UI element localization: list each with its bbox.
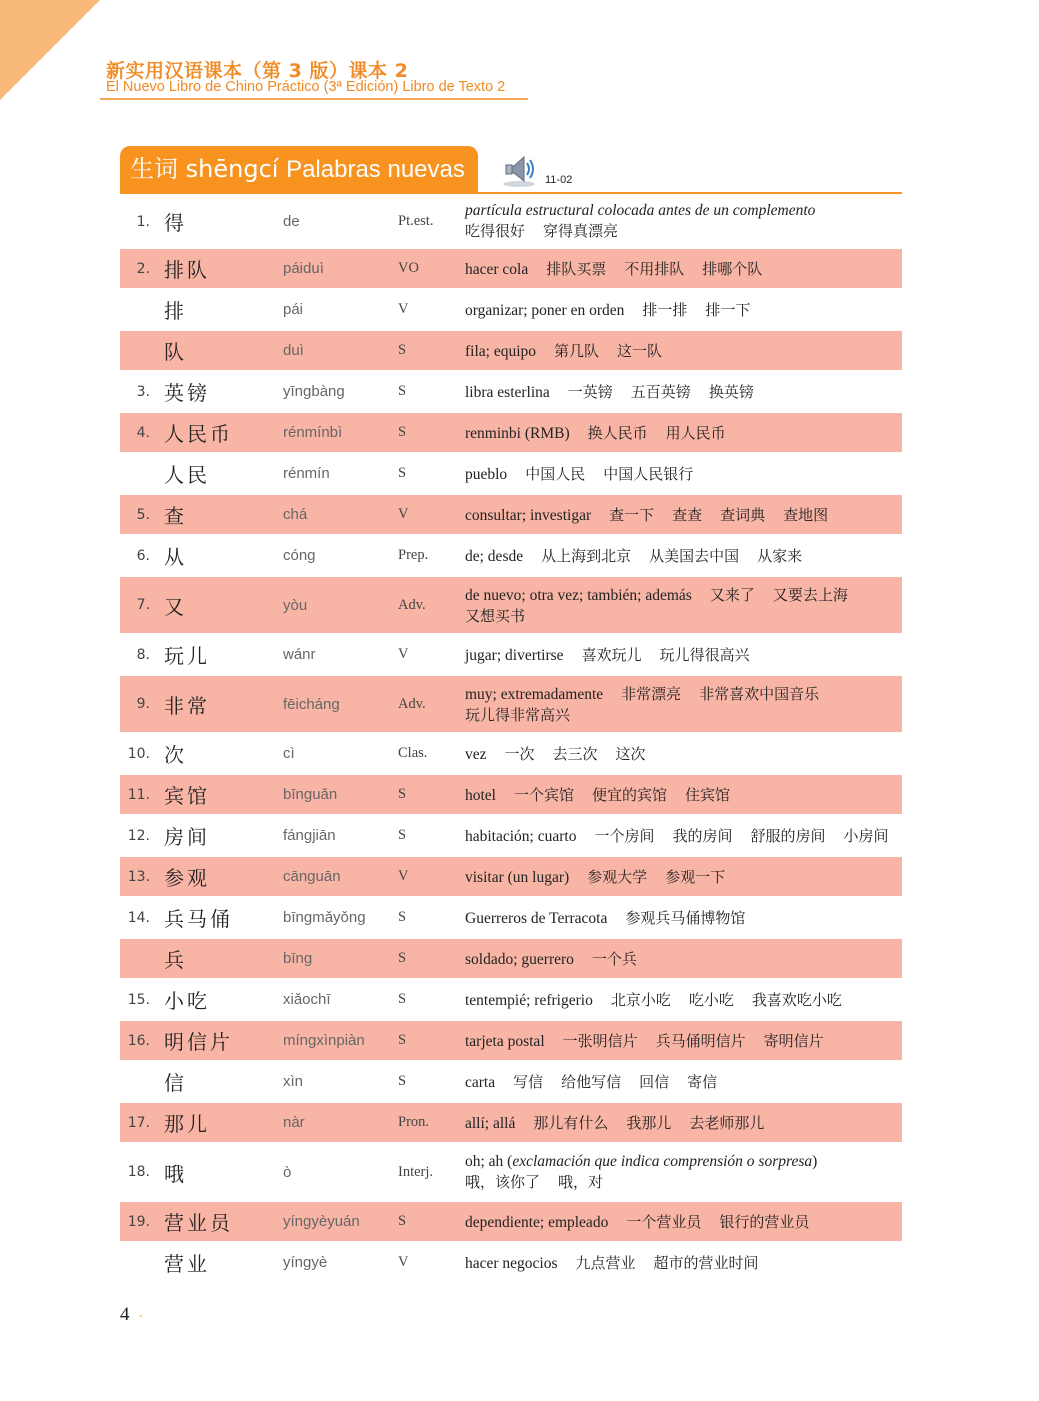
example-phrase: 查地图 bbox=[783, 506, 829, 524]
entry-hanzi: 次 bbox=[164, 743, 187, 767]
example-phrase: 北京小吃 bbox=[610, 991, 671, 1009]
entry-hanzi: 非常 bbox=[164, 693, 210, 718]
definition-spanish: libra esterlina bbox=[465, 384, 550, 401]
example-phrase: 五百英镑 bbox=[630, 383, 691, 401]
entry-hanzi: 从 bbox=[164, 545, 187, 569]
entry-part-of-speech: Interj. bbox=[398, 1163, 434, 1180]
definition-spanish: carta bbox=[465, 1074, 496, 1091]
example-phrase: 一张明信片 bbox=[562, 1032, 638, 1050]
vocab-row bbox=[120, 495, 902, 536]
vocab-row bbox=[120, 1062, 902, 1103]
vocab-row bbox=[120, 290, 902, 331]
definition-spanish: renminbi (RMB) bbox=[465, 425, 570, 442]
entry-number: 17. bbox=[127, 1114, 150, 1131]
vocab-row bbox=[120, 249, 902, 290]
entry-part-of-speech: S bbox=[398, 1032, 407, 1048]
entry-definition bbox=[465, 249, 898, 288]
entry-hanzi: 参观 bbox=[164, 866, 210, 890]
entry-hanzi: 营业 bbox=[164, 1252, 210, 1276]
example-phrase: 哦，该你了 bbox=[465, 1172, 541, 1191]
entry-hanzi: 排队 bbox=[164, 258, 210, 282]
vocab-row bbox=[120, 635, 902, 676]
example-phrase: 查查 bbox=[672, 506, 703, 524]
vocab-row bbox=[120, 331, 902, 372]
entry-part-of-speech: Pron. bbox=[398, 1114, 430, 1130]
entry-part-of-speech: Prep. bbox=[398, 547, 429, 563]
entry-pinyin: páiduì bbox=[283, 260, 324, 277]
entry-number: 7. bbox=[136, 597, 150, 613]
entry-hanzi: 哦 bbox=[164, 1161, 187, 1186]
entry-hanzi: 信 bbox=[164, 1071, 187, 1095]
entry-hanzi: 兵 bbox=[164, 948, 187, 972]
definition-spanish: hotel bbox=[465, 787, 496, 804]
book-title-spanish: El Nuevo Libro de Chino Práctico (3ª Edición) Libro de Texto 2 bbox=[106, 79, 506, 95]
entry-part-of-speech: V bbox=[398, 301, 409, 317]
vocab-row bbox=[120, 734, 902, 775]
definition-spanish: allí; allá bbox=[465, 1115, 516, 1132]
entry-hanzi: 那儿 bbox=[164, 1112, 210, 1136]
entry-pinyin: xìn bbox=[283, 1073, 304, 1090]
example-phrase: 超市的营业时间 bbox=[653, 1254, 759, 1272]
track-number: 11-02 bbox=[545, 174, 573, 186]
entry-part-of-speech: Clas. bbox=[398, 745, 428, 761]
entry-definition bbox=[465, 577, 898, 633]
entry-pinyin: yīngbàng bbox=[283, 383, 345, 400]
definition-spanish: muy; extremadamente bbox=[465, 686, 604, 703]
entry-definition bbox=[465, 734, 898, 773]
entry-definition bbox=[465, 635, 898, 674]
entry-part-of-speech: V bbox=[398, 646, 409, 662]
example-phrase: 便宜的宾馆 bbox=[592, 786, 668, 804]
entry-part-of-speech: S bbox=[398, 1213, 407, 1229]
entry-hanzi: 又 bbox=[164, 594, 187, 619]
example-phrase: 排哪个队 bbox=[702, 260, 763, 278]
entry-definition bbox=[465, 1243, 898, 1282]
section-title-zh: 生词 bbox=[130, 155, 178, 183]
entry-part-of-speech: S bbox=[398, 342, 407, 358]
vocab-row bbox=[120, 1243, 902, 1284]
entry-definition bbox=[465, 495, 898, 534]
entry-definition bbox=[465, 1021, 898, 1060]
definition-spanish: visitar (un lugar) bbox=[465, 869, 570, 886]
entry-hanzi: 查 bbox=[164, 504, 187, 528]
entry-definition bbox=[465, 331, 898, 370]
definition-spanish: tentempié; refrigerio bbox=[465, 992, 593, 1009]
entry-pinyin: xiǎochī bbox=[283, 991, 331, 1008]
entry-definition bbox=[465, 939, 898, 978]
entry-number: 14. bbox=[127, 909, 150, 926]
entry-definition bbox=[465, 1103, 898, 1142]
definition-spanish: tarjeta postal bbox=[465, 1033, 545, 1050]
section-title bbox=[120, 146, 478, 192]
header-rule bbox=[100, 98, 528, 100]
entry-hanzi: 小吃 bbox=[164, 989, 210, 1013]
example-phrase: 从上海到北京 bbox=[541, 547, 632, 565]
example-phrase: 一英镑 bbox=[567, 383, 613, 401]
example-phrase: 中国人民 bbox=[525, 465, 586, 483]
vocab-row bbox=[120, 1144, 902, 1202]
entry-part-of-speech: S bbox=[398, 991, 407, 1007]
entry-pinyin: yòu bbox=[283, 596, 308, 614]
example-phrase: 喜欢玩儿 bbox=[581, 646, 642, 664]
section-title-es: Palabras nuevas bbox=[286, 156, 465, 183]
section-rule bbox=[120, 192, 902, 194]
example-phrase: 我喜欢吃小吃 bbox=[751, 991, 842, 1009]
definition-spanish-close: ) bbox=[812, 1152, 818, 1170]
example-phrase: 查词典 bbox=[720, 506, 766, 524]
entry-hanzi: 得 bbox=[164, 211, 187, 235]
example-phrase: 这次 bbox=[615, 745, 646, 763]
entry-number: 18. bbox=[127, 1164, 150, 1180]
example-phrase: 玩儿得很高兴 bbox=[659, 646, 750, 664]
entry-part-of-speech: V bbox=[398, 506, 409, 522]
example-phrase: 兵马俑明信片 bbox=[655, 1032, 746, 1050]
example-phrase: 一个营业员 bbox=[626, 1213, 702, 1231]
entry-number: 10. bbox=[127, 745, 150, 762]
entry-definition bbox=[465, 536, 898, 575]
example-phrase: 参观大学 bbox=[587, 868, 648, 886]
entry-definition bbox=[465, 372, 898, 411]
example-phrase: 又想买书 bbox=[465, 607, 526, 625]
entry-pinyin: fángjiān bbox=[283, 827, 336, 844]
entry-part-of-speech: Adv. bbox=[398, 596, 426, 613]
example-phrase: 我那儿 bbox=[626, 1114, 672, 1132]
entry-pinyin: wánr bbox=[283, 646, 316, 663]
entry-part-of-speech: Adv. bbox=[398, 695, 426, 712]
definition-spanish: oh; ah ( bbox=[465, 1152, 513, 1170]
example-phrase: 一次 bbox=[504, 745, 535, 763]
entry-hanzi: 英镑 bbox=[164, 381, 210, 405]
entry-definition bbox=[465, 1202, 898, 1241]
example-phrase: 从家来 bbox=[757, 547, 803, 565]
example-phrase: 中国人民银行 bbox=[603, 465, 694, 483]
entry-number: 2. bbox=[136, 260, 150, 277]
definition-spanish: hacer negocios bbox=[465, 1255, 558, 1272]
book-title-chinese: 新实用汉语课本（第 3 版）课本 2 bbox=[106, 60, 409, 82]
entry-pinyin: pái bbox=[283, 301, 304, 318]
definition-spanish: de; desde bbox=[465, 548, 524, 565]
example-phrase: 回信 bbox=[639, 1073, 670, 1091]
example-phrase: 这一队 bbox=[617, 342, 663, 360]
entry-number: 3. bbox=[136, 383, 150, 400]
entry-pinyin: chá bbox=[283, 506, 308, 523]
entry-part-of-speech: S bbox=[398, 1073, 407, 1089]
entry-hanzi: 队 bbox=[164, 340, 187, 364]
entry-hanzi: 营业员 bbox=[164, 1211, 233, 1235]
example-phrase: 去三次 bbox=[552, 745, 598, 763]
example-phrase: 又来了 bbox=[709, 586, 755, 604]
definition-spanish: fila; equipo bbox=[465, 343, 537, 360]
entry-number: 1. bbox=[136, 213, 150, 230]
entry-hanzi: 房间 bbox=[164, 825, 210, 849]
example-phrase: 寄明信片 bbox=[763, 1032, 824, 1050]
entry-pinyin: de bbox=[283, 213, 300, 230]
entry-part-of-speech: S bbox=[398, 909, 407, 925]
example-phrase: 参观兵马俑博物馆 bbox=[625, 909, 746, 927]
entry-definition bbox=[465, 676, 898, 732]
entry-pinyin: duì bbox=[283, 342, 304, 359]
definition-spanish: hacer cola bbox=[465, 261, 529, 278]
entry-part-of-speech: S bbox=[398, 827, 407, 843]
entry-part-of-speech: Pt.est. bbox=[398, 213, 434, 229]
entry-definition bbox=[465, 980, 898, 1019]
vocab-row bbox=[120, 857, 902, 898]
entry-number: 15. bbox=[127, 991, 150, 1008]
definition-spanish: pueblo bbox=[465, 466, 508, 483]
entry-number bbox=[120, 939, 150, 978]
entry-number bbox=[120, 331, 150, 370]
entry-definition bbox=[465, 454, 898, 493]
entry-part-of-speech: V bbox=[398, 868, 409, 884]
definition-spanish-note: exclamación que indica comprensión o sorpresa bbox=[512, 1152, 813, 1170]
entry-definition bbox=[465, 775, 898, 814]
entry-definition bbox=[465, 816, 898, 855]
example-phrase: 住宾馆 bbox=[685, 786, 731, 804]
example-phrase: 不用排队 bbox=[624, 260, 685, 278]
example-phrase: 参观一下 bbox=[665, 868, 726, 886]
entry-number: 11. bbox=[127, 786, 150, 803]
vocab-row bbox=[120, 939, 902, 980]
page-number: 4 bbox=[120, 1304, 130, 1325]
definition-spanish: soldado; guerrero bbox=[465, 951, 574, 968]
entry-definition bbox=[465, 290, 898, 329]
entry-part-of-speech: S bbox=[398, 424, 407, 440]
example-phrase: 穿得真漂亮 bbox=[543, 222, 619, 240]
entry-definition bbox=[465, 857, 898, 896]
vocab-row bbox=[120, 775, 902, 816]
example-phrase: 写信 bbox=[513, 1073, 544, 1091]
entry-pinyin: bīngmǎyǒng bbox=[283, 909, 366, 926]
example-phrase: 银行的营业员 bbox=[719, 1213, 810, 1231]
example-phrase: 排一排 bbox=[642, 301, 688, 319]
entry-definition bbox=[465, 196, 898, 247]
entry-definition bbox=[465, 1062, 898, 1101]
vocab-row bbox=[120, 454, 902, 495]
entry-number: 6. bbox=[136, 547, 150, 564]
vocab-row bbox=[120, 980, 902, 1021]
definition-spanish: vez bbox=[465, 746, 487, 763]
entry-pinyin: cóng bbox=[283, 547, 316, 564]
example-phrase: 那儿有什么 bbox=[533, 1114, 609, 1132]
entry-definition bbox=[465, 898, 898, 937]
example-phrase: 去老师那儿 bbox=[689, 1114, 765, 1132]
vocab-row bbox=[120, 676, 902, 734]
entry-pinyin: yíngyèyuán bbox=[283, 1213, 360, 1230]
entry-hanzi: 兵马俑 bbox=[164, 907, 233, 931]
entry-number bbox=[120, 1062, 150, 1101]
entry-pinyin: fēicháng bbox=[283, 695, 340, 713]
example-phrase: 一个兵 bbox=[591, 950, 637, 968]
entry-number: 12. bbox=[127, 827, 150, 844]
example-phrase: 九点营业 bbox=[575, 1254, 636, 1272]
vocab-row bbox=[120, 577, 902, 635]
entry-number: 5. bbox=[136, 506, 150, 523]
entry-pinyin: bīnguǎn bbox=[283, 786, 338, 803]
entry-number bbox=[120, 290, 150, 329]
entry-part-of-speech: S bbox=[398, 383, 407, 399]
vocab-row bbox=[120, 898, 902, 939]
definition-spanish: Guerreros de Terracota bbox=[465, 910, 608, 927]
speaker-icon[interactable] bbox=[500, 152, 538, 188]
entry-hanzi: 人民 bbox=[164, 463, 210, 487]
page-dot: · bbox=[139, 1309, 143, 1323]
vocab-row bbox=[120, 1202, 902, 1243]
example-phrase: 我的房间 bbox=[672, 827, 733, 845]
entry-definition bbox=[465, 413, 898, 452]
entry-pinyin: rénmín bbox=[283, 465, 330, 482]
entry-pinyin: míngxìnpiàn bbox=[283, 1032, 365, 1049]
vocab-row bbox=[120, 196, 902, 249]
example-phrase: 吃得很好 bbox=[465, 222, 526, 240]
entry-number: 9. bbox=[136, 696, 150, 712]
vocab-row bbox=[120, 372, 902, 413]
example-phrase: 用人民币 bbox=[665, 424, 726, 442]
entry-pinyin: ò bbox=[283, 1163, 292, 1181]
entry-pinyin: nàr bbox=[283, 1114, 305, 1131]
example-phrase: 查一下 bbox=[609, 506, 655, 524]
example-phrase: 排队买票 bbox=[546, 260, 607, 278]
example-phrase: 哦，对 bbox=[558, 1172, 604, 1191]
entry-part-of-speech: S bbox=[398, 786, 407, 802]
definition-spanish: consultar; investigar bbox=[465, 507, 592, 524]
entry-hanzi: 排 bbox=[164, 299, 187, 323]
entry-number: 13. bbox=[127, 868, 150, 885]
entry-pinyin: bīng bbox=[283, 950, 313, 967]
definition-spanish: habitación; cuarto bbox=[465, 828, 577, 845]
entry-number: 19. bbox=[127, 1213, 150, 1230]
vocab-row bbox=[120, 1021, 902, 1062]
example-phrase: 一个宾馆 bbox=[514, 786, 575, 804]
entry-hanzi: 玩儿 bbox=[164, 644, 210, 668]
entry-definition bbox=[465, 1144, 898, 1200]
example-phrase: 第几队 bbox=[554, 342, 600, 360]
definition-spanish: de nuevo; otra vez; también; además bbox=[465, 587, 692, 604]
entry-part-of-speech: S bbox=[398, 950, 407, 966]
example-phrase: 排一下 bbox=[705, 301, 751, 319]
vocab-row bbox=[120, 413, 902, 454]
entry-number bbox=[120, 454, 150, 493]
entry-pinyin: yíngyè bbox=[283, 1254, 328, 1271]
example-phrase: 换人民币 bbox=[587, 424, 648, 442]
example-phrase: 非常漂亮 bbox=[621, 685, 682, 703]
entry-part-of-speech: VO bbox=[398, 260, 419, 276]
entry-hanzi: 宾馆 bbox=[164, 784, 210, 808]
entry-number bbox=[120, 1243, 150, 1282]
entry-number: 4. bbox=[136, 424, 150, 441]
vocab-row bbox=[120, 816, 902, 857]
entry-pinyin: cānguān bbox=[283, 868, 341, 885]
entry-number: 16. bbox=[127, 1032, 150, 1049]
vocabulary-table bbox=[120, 196, 902, 1284]
entry-pinyin: rénmínbì bbox=[283, 424, 343, 441]
entry-hanzi: 人民币 bbox=[164, 422, 233, 446]
definition-spanish: jugar; divertirse bbox=[465, 647, 564, 664]
entry-pinyin: cì bbox=[283, 745, 295, 762]
example-phrase: 给他写信 bbox=[561, 1073, 622, 1091]
example-phrase: 从美国去中国 bbox=[649, 547, 740, 565]
vocab-row bbox=[120, 1103, 902, 1144]
section-title-pinyin: shēngcí bbox=[185, 155, 279, 183]
corner-decoration bbox=[0, 0, 100, 100]
definition-spanish: partícula estructural colocada antes de un complemento bbox=[465, 202, 816, 219]
example-phrase: 玩儿得非常高兴 bbox=[465, 706, 571, 724]
example-phrase: 非常喜欢中国音乐 bbox=[699, 685, 820, 703]
entry-part-of-speech: S bbox=[398, 465, 407, 481]
example-phrase: 换英镑 bbox=[708, 383, 754, 401]
example-phrase: 一个房间 bbox=[594, 827, 655, 845]
example-phrase: 小房间 bbox=[843, 827, 889, 845]
example-phrase: 又要去上海 bbox=[772, 586, 848, 604]
example-phrase: 吃小吃 bbox=[688, 991, 734, 1009]
vocab-row bbox=[120, 536, 902, 577]
definition-spanish: dependiente; empleado bbox=[465, 1214, 609, 1231]
example-phrase: 寄信 bbox=[687, 1073, 718, 1091]
example-phrase: 舒服的房间 bbox=[750, 827, 826, 845]
entry-number: 8. bbox=[136, 646, 150, 663]
entry-hanzi: 明信片 bbox=[164, 1030, 233, 1054]
entry-part-of-speech: V bbox=[398, 1254, 409, 1270]
definition-spanish: organizar; poner en orden bbox=[465, 302, 625, 319]
